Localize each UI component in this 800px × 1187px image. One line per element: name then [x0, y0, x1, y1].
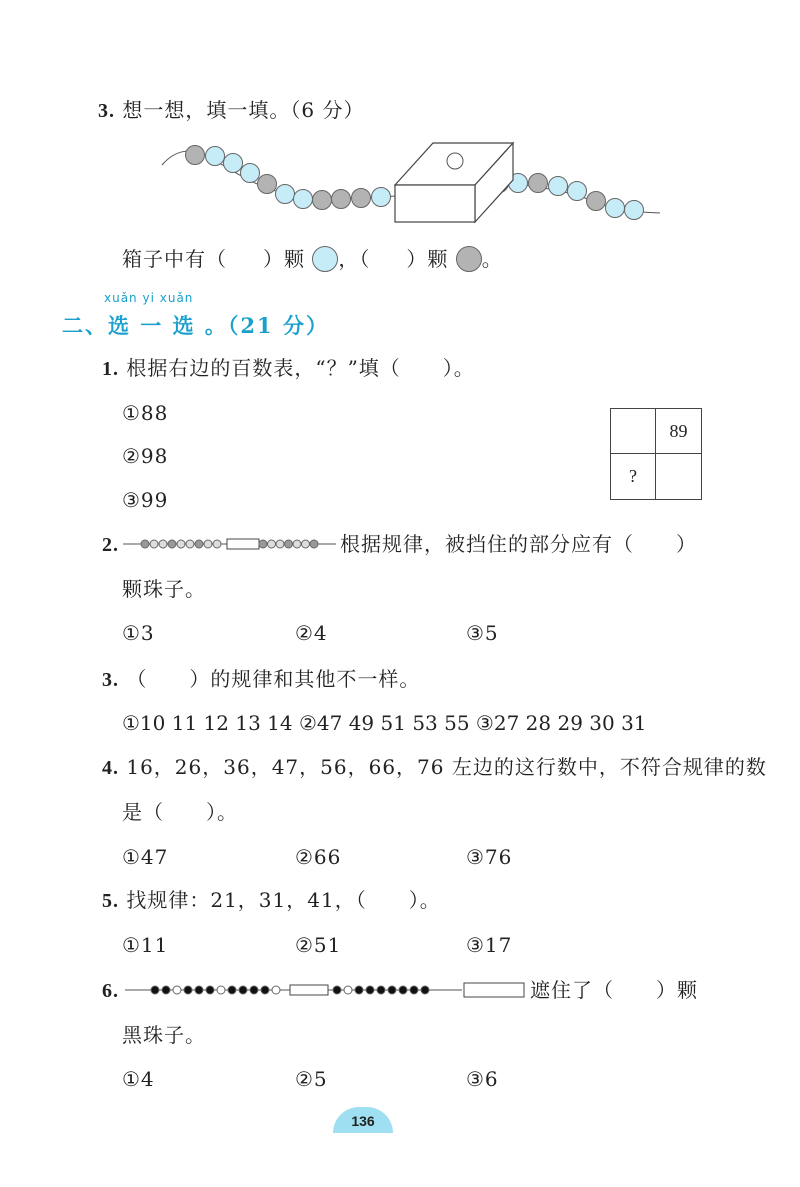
- gray-bead: [332, 190, 351, 209]
- q5-number: 5.: [102, 890, 119, 912]
- q3-answer-row: [122, 246, 503, 272]
- bead-string-figure: [0, 0, 800, 240]
- bead-group-left: [186, 146, 391, 210]
- q4-text: 16，26，36，47，56，66，76 左边的这行数中，不符合规律的数: [126, 755, 767, 779]
- blue-bead: [549, 177, 568, 196]
- q1-row: [102, 356, 475, 381]
- black-bead: [366, 986, 374, 994]
- blue-bead: [276, 185, 295, 204]
- q2-option-2[interactable]: ②4: [295, 621, 328, 645]
- blue-bead: [224, 154, 243, 173]
- q6-number: 6.: [102, 980, 119, 1002]
- black-bead: [410, 986, 418, 994]
- q3-sentence-c: ，（: [338, 247, 371, 271]
- black-bead: [421, 986, 429, 994]
- black-bead: [333, 986, 341, 994]
- q2-text2: 颗珠子。: [122, 577, 206, 601]
- gray-bead: [186, 146, 205, 165]
- small-bead: [293, 540, 301, 548]
- q2-option-1[interactable]: ①3: [122, 621, 155, 645]
- q6-cover-box-2: [464, 983, 524, 997]
- black-bead: [162, 986, 170, 994]
- gray-bead-icon: [456, 246, 482, 272]
- q1-number: 1.: [102, 358, 119, 380]
- q5-row: [102, 888, 441, 913]
- small-bead: [195, 540, 203, 548]
- small-bead: [302, 540, 310, 548]
- small-bead: [276, 540, 284, 548]
- gray-bead: [258, 175, 277, 194]
- q3b-text: （ ）的规律和其他不一样。: [126, 667, 421, 691]
- black-bead: [355, 986, 363, 994]
- page-number: 136: [333, 1107, 393, 1133]
- small-bead: [268, 540, 276, 548]
- small-bead: [141, 540, 149, 548]
- small-bead: [310, 540, 318, 548]
- table-cell-top-left: [611, 409, 656, 454]
- blue-bead-icon: [312, 246, 338, 272]
- q6-text2: 黑珠子。: [122, 1023, 206, 1047]
- q6-option-2[interactable]: ②5: [295, 1067, 328, 1091]
- q3-sentence-a: 箱子中有（: [122, 247, 227, 271]
- section2-title: 二、选 一 选 。（21 分）: [62, 313, 329, 338]
- blue-bead: [294, 190, 313, 209]
- blue-bead: [568, 182, 587, 201]
- black-bead: [261, 986, 269, 994]
- white-bead: [173, 986, 181, 994]
- q4-option-1[interactable]: ①47: [122, 845, 169, 869]
- q2-number: 2.: [102, 534, 119, 556]
- q2-text: 根据规律，被挡住的部分应有（ ）: [340, 532, 697, 556]
- gray-bead: [313, 191, 332, 210]
- q3b-options[interactable]: ①10 11 12 13 14 ②47 49 51 53 55 ③27 28 29 30 31: [122, 711, 647, 735]
- gray-bead: [352, 189, 371, 208]
- black-bead: [151, 986, 159, 994]
- small-bead: [168, 540, 176, 548]
- box-hole: [447, 153, 463, 169]
- q4-row: [102, 755, 767, 780]
- black-bead: [184, 986, 192, 994]
- q5-option-1[interactable]: ①11: [122, 933, 169, 957]
- black-bead: [388, 986, 396, 994]
- q2-option-3[interactable]: ③5: [466, 621, 499, 645]
- black-bead: [228, 986, 236, 994]
- table-cell-bottom-right: [656, 454, 701, 499]
- q3b-row: [102, 667, 420, 692]
- blue-bead: [372, 188, 391, 207]
- q6-option-1[interactable]: ①4: [122, 1067, 155, 1091]
- q6-option-3[interactable]: ③6: [466, 1067, 499, 1091]
- white-bead: [344, 986, 352, 994]
- q4-text2: 是（ ）。: [122, 800, 238, 824]
- q6-cover-box-1: [290, 985, 328, 995]
- black-bead: [377, 986, 385, 994]
- q3b-number: 3.: [102, 669, 119, 691]
- small-bead: [186, 540, 194, 548]
- small-bead: [204, 540, 212, 548]
- q4-option-2[interactable]: ②66: [295, 845, 342, 869]
- q1-option-1[interactable]: ①88: [122, 401, 169, 425]
- q4-number: 4.: [102, 757, 119, 779]
- q5-option-2[interactable]: ②51: [295, 933, 342, 957]
- hundred-table: [610, 408, 702, 500]
- gray-bead: [587, 192, 606, 211]
- white-bead: [272, 986, 280, 994]
- table-cell-bottom-left: ?: [611, 454, 656, 499]
- q1-text: 根据右边的百数表，“？”填（ ）。: [126, 356, 475, 380]
- q1-option-3[interactable]: ③99: [122, 488, 169, 512]
- q5-text: 找规律：21，31，41，（ ）。: [126, 888, 441, 912]
- q1-option-2[interactable]: ②98: [122, 444, 169, 468]
- blue-bead: [241, 164, 260, 183]
- table-cell-top-right: 89: [656, 409, 701, 454]
- small-bead: [159, 540, 167, 548]
- small-bead: [259, 540, 267, 548]
- small-bead: [213, 540, 221, 548]
- black-bead: [239, 986, 247, 994]
- q4-option-3[interactable]: ③76: [466, 845, 513, 869]
- white-bead: [217, 986, 225, 994]
- q6-text: 遮住了（ ）颗: [530, 978, 698, 1002]
- q5-option-3[interactable]: ③17: [466, 933, 513, 957]
- blue-bead: [606, 199, 625, 218]
- q3-title: 想一想，填一填。（6 分）: [122, 98, 365, 122]
- black-bead: [206, 986, 214, 994]
- black-bead: [399, 986, 407, 994]
- black-bead: [195, 986, 203, 994]
- q3-sentence-d: ）颗: [406, 247, 449, 271]
- section2-pinyin: xuǎn yi xuǎn: [104, 291, 194, 305]
- blue-bead: [625, 201, 644, 220]
- black-bead: [250, 986, 258, 994]
- gray-bead: [529, 174, 548, 193]
- q2-cover-box: [227, 539, 259, 549]
- q3-sentence-end: 。: [481, 247, 503, 271]
- small-bead: [177, 540, 185, 548]
- blue-bead: [206, 147, 225, 166]
- q3-sentence-b: ）颗: [263, 247, 305, 271]
- q3-number: 3.: [98, 100, 115, 122]
- small-bead: [285, 540, 293, 548]
- small-bead: [150, 540, 158, 548]
